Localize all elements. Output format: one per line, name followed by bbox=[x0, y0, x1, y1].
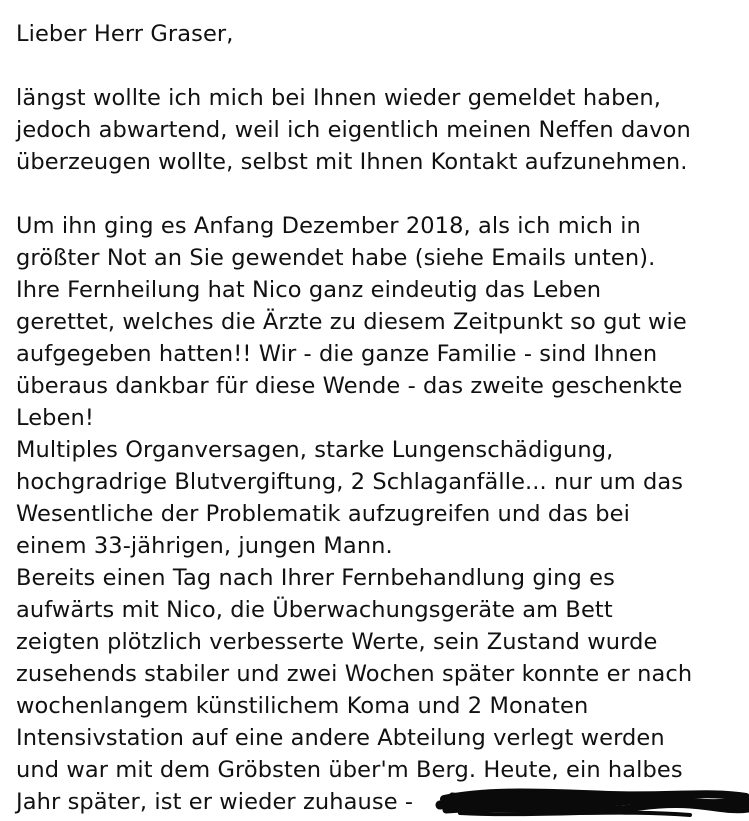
text-line: und war mit dem Gröbsten über'm Berg. Heute, ein halbes bbox=[16, 757, 683, 783]
text-line: überaus dankbar für diese Wende - das zweite geschenkte bbox=[16, 373, 683, 399]
redaction-scribble-icon bbox=[430, 783, 749, 821]
text-line: Jahr später, ist er wieder zuhause - bbox=[16, 789, 414, 815]
text-line: Leben! bbox=[16, 405, 94, 431]
text-line: größter Not an Sie gewendet habe (siehe Emails unten). bbox=[16, 245, 656, 271]
text-line: längst wollte ich mich bei Ihnen wieder gemeldet haben, bbox=[16, 85, 662, 111]
text-line: Um ihn ging es Anfang Dezember 2018, als ich mich in bbox=[16, 213, 641, 239]
paragraph-2 bbox=[16, 210, 749, 818]
redaction-scribble bbox=[430, 783, 749, 821]
text-line: zusehends stabiler und zwei Wochen später konnte er nach bbox=[16, 661, 693, 687]
text-line: Bereits einen Tag nach Ihrer Fernbehandlung ging es bbox=[16, 565, 615, 591]
text-line: überzeugen wollte, selbst mit Ihnen Kontakt aufzunehmen. bbox=[16, 149, 688, 175]
text-line: hochgradrige Blutvergiftung, 2 Schlaganfälle... nur um das bbox=[16, 469, 684, 495]
text-line: Multiples Organversagen, starke Lungenschädigung, bbox=[16, 437, 614, 463]
text-line: aufgegeben hatten!! Wir - die ganze Familie - sind Ihnen bbox=[16, 341, 658, 367]
text-line: Wesentliche der Problematik aufzugreifen und das bei bbox=[16, 501, 630, 527]
text-line: einem 33-jährigen, jungen Mann. bbox=[16, 533, 393, 559]
text-line: jedoch abwartend, weil ich eigentlich meinen Neffen davon bbox=[16, 117, 691, 143]
greeting: Lieber Herr Graser, bbox=[16, 21, 234, 47]
text-line: Ihre Fernheilung hat Nico ganz eindeutig das Leben bbox=[16, 277, 602, 303]
paragraph-gap bbox=[16, 50, 749, 82]
letter-body bbox=[16, 18, 749, 818]
text-line: gerettet, welches die Ärzte zu diesem Zeitpunkt so gut wie bbox=[16, 309, 687, 335]
text-line: Intensivstation auf eine andere Abteilung verlegt werden bbox=[16, 725, 665, 751]
paragraph-gap bbox=[16, 178, 749, 210]
paragraph-1 bbox=[16, 82, 749, 178]
text-line: aufwärts mit Nico, die Überwachungsgeräte am Bett bbox=[16, 597, 613, 623]
text-line: wochenlangem künstilichem Koma und 2 Monaten bbox=[16, 693, 589, 719]
text-line: zeigten plötzlich verbesserte Werte, sein Zustand wurde bbox=[16, 629, 658, 655]
